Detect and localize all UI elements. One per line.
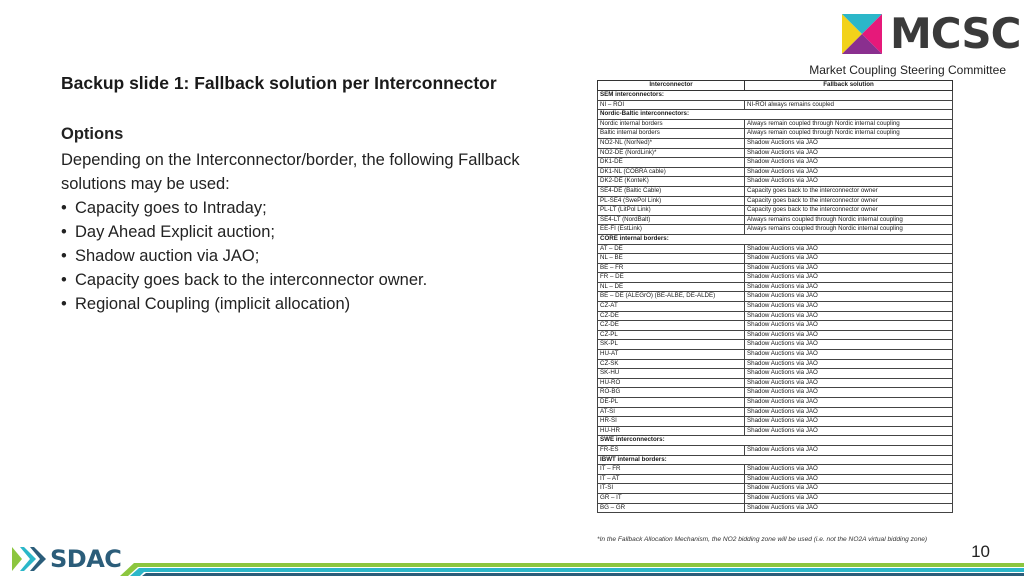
section-label: CORE internal borders: xyxy=(598,234,953,244)
section-label: IBWT internal borders: xyxy=(598,455,953,465)
mcsc-logo-text: MCSC xyxy=(890,9,1021,58)
interconnector-cell: CZ-PL xyxy=(598,330,745,340)
table-row xyxy=(598,474,953,484)
fallback-cell: Shadow Auctions via JAO xyxy=(745,445,953,455)
fallback-cell: Capacity goes back to the interconnector owner xyxy=(745,196,953,206)
table-row xyxy=(598,359,953,369)
table-row xyxy=(598,263,953,273)
interconnector-cell: DK2-DE (KonteK) xyxy=(598,177,745,187)
interconnector-cell: IT – FR xyxy=(598,465,745,475)
table-row xyxy=(598,388,953,398)
table-row xyxy=(598,340,953,350)
table-row xyxy=(598,148,953,158)
table-row xyxy=(598,186,953,196)
table-row xyxy=(598,426,953,436)
interconnector-cell: IT-SI xyxy=(598,484,745,494)
interconnector-cell: SE4-DE (Baltic Cable) xyxy=(598,186,745,196)
table-body xyxy=(598,91,953,513)
section-label: SEM interconnectors: xyxy=(598,91,953,101)
fallback-cell: NI-ROI always remains coupled xyxy=(745,100,953,110)
fallback-cell: Shadow Auctions via JAO xyxy=(745,359,953,369)
table-row xyxy=(598,484,953,494)
interconnector-cell: CZ-SK xyxy=(598,359,745,369)
table-row xyxy=(598,100,953,110)
fallback-cell: Shadow Auctions via JAO xyxy=(745,369,953,379)
options-intro: Depending on the Interconnector/border, the following Fallback solutions may be used: xyxy=(61,151,520,193)
fallback-cell: Shadow Auctions via JAO xyxy=(745,493,953,503)
interconnector-cell: RO-BG xyxy=(598,388,745,398)
table-row xyxy=(598,225,953,235)
table-row xyxy=(598,465,953,475)
option-item: • Regional Coupling (implicit allocation) xyxy=(61,292,541,316)
interconnector-cell: PL-LT (LitPol Link) xyxy=(598,206,745,216)
table-row xyxy=(598,350,953,360)
interconnector-cell: HR-SI xyxy=(598,417,745,427)
fallback-cell: Shadow Auctions via JAO xyxy=(745,167,953,177)
sdac-chevron-icon xyxy=(10,545,50,573)
fallback-cell: Shadow Auctions via JAO xyxy=(745,465,953,475)
fallback-cell: Shadow Auctions via JAO xyxy=(745,321,953,331)
page-number: 10 xyxy=(971,542,990,561)
table-row xyxy=(598,369,953,379)
fallback-cell: Shadow Auctions via JAO xyxy=(745,273,953,283)
table-section-row xyxy=(598,436,953,446)
fallback-table xyxy=(597,80,953,513)
table-row xyxy=(598,311,953,321)
fallback-cell: Shadow Auctions via JAO xyxy=(745,340,953,350)
interconnector-cell: FR-ES xyxy=(598,445,745,455)
table-section-row xyxy=(598,91,953,101)
footer-stripes xyxy=(120,563,1024,576)
table-row xyxy=(598,330,953,340)
interconnector-cell: BG – GR xyxy=(598,503,745,513)
interconnector-cell: SK-PL xyxy=(598,340,745,350)
options-panel xyxy=(61,122,541,316)
interconnector-cell: NI – ROI xyxy=(598,100,745,110)
table-row xyxy=(598,254,953,264)
table-row xyxy=(598,167,953,177)
fallback-cell: Capacity goes back to the interconnector owner xyxy=(745,206,953,216)
table-row xyxy=(598,206,953,216)
fallback-cell: Shadow Auctions via JAO xyxy=(745,148,953,158)
fallback-cell: Shadow Auctions via JAO xyxy=(745,244,953,254)
interconnector-cell: HU-HR xyxy=(598,426,745,436)
table-row xyxy=(598,292,953,302)
interconnector-cell: FR – DE xyxy=(598,273,745,283)
table-row xyxy=(598,417,953,427)
table-row xyxy=(598,138,953,148)
fallback-cell: Shadow Auctions via JAO xyxy=(745,158,953,168)
section-label: SWE interconnectors: xyxy=(598,436,953,446)
table-row xyxy=(598,196,953,206)
table-row xyxy=(598,129,953,139)
option-item: • Capacity goes to Intraday; xyxy=(61,196,541,220)
column-header-fallback: Fallback solution xyxy=(745,81,953,91)
fallback-cell: Shadow Auctions via JAO xyxy=(745,378,953,388)
fallback-cell: Shadow Auctions via JAO xyxy=(745,330,953,340)
fallback-cell: Shadow Auctions via JAO xyxy=(745,311,953,321)
table-row xyxy=(598,273,953,283)
fallback-cell: Always remains coupled through Nordic internal coupling xyxy=(745,225,953,235)
fallback-cell: Capacity goes back to the interconnector owner xyxy=(745,186,953,196)
fallback-cell: Shadow Auctions via JAO xyxy=(745,417,953,427)
interconnector-cell: NL – DE xyxy=(598,282,745,292)
fallback-cell: Shadow Auctions via JAO xyxy=(745,407,953,417)
fallback-cell: Shadow Auctions via JAO xyxy=(745,254,953,264)
interconnector-cell: Baltic internal borders xyxy=(598,129,745,139)
table-section-row xyxy=(598,455,953,465)
interconnector-cell: NL – BE xyxy=(598,254,745,264)
interconnector-cell: BE – FR xyxy=(598,263,745,273)
table-row xyxy=(598,282,953,292)
fallback-cell: Shadow Auctions via JAO xyxy=(745,292,953,302)
options-list xyxy=(61,196,541,316)
mcsc-logo-mark-icon xyxy=(842,14,882,54)
fallback-cell: Always remains coupled through Nordic internal coupling xyxy=(745,215,953,225)
table-header-row xyxy=(598,81,953,91)
interconnector-cell: DK1-DE xyxy=(598,158,745,168)
interconnector-cell: CZ-DE xyxy=(598,321,745,331)
interconnector-cell: GR – IT xyxy=(598,493,745,503)
table-row xyxy=(598,398,953,408)
interconnector-cell: BE – DE (ALEGrO) (BE-ALBE, DE-ALDE) xyxy=(598,292,745,302)
table-section-row xyxy=(598,234,953,244)
sdac-logo-text: SDAC xyxy=(50,545,122,573)
fallback-cell: Shadow Auctions via JAO xyxy=(745,388,953,398)
interconnector-cell: NO2-DE (NordLink)* xyxy=(598,148,745,158)
footnote: *In the Fallback Allocation Mechanism, the NO2 bidding zone will be used (i.e. not the NO2A virtual bidding zone) xyxy=(597,536,928,543)
committee-label: Market Coupling Steering Committee xyxy=(809,63,1006,77)
interconnector-cell: Nordic internal borders xyxy=(598,119,745,129)
fallback-cell: Shadow Auctions via JAO xyxy=(745,302,953,312)
table-row xyxy=(598,503,953,513)
fallback-cell: Always remain coupled through Nordic internal coupling xyxy=(745,119,953,129)
table-row xyxy=(598,215,953,225)
fallback-cell: Shadow Auctions via JAO xyxy=(745,138,953,148)
table-row xyxy=(598,445,953,455)
option-item: • Day Ahead Explicit auction; xyxy=(61,220,541,244)
table-section-row xyxy=(598,110,953,120)
fallback-cell: Always remain coupled through Nordic internal coupling xyxy=(745,129,953,139)
fallback-cell: Shadow Auctions via JAO xyxy=(745,263,953,273)
mcsc-logo xyxy=(842,9,1021,58)
option-item: • Capacity goes back to the interconnector owner. xyxy=(61,268,541,292)
table-row xyxy=(598,378,953,388)
interconnector-cell: CZ-DE xyxy=(598,311,745,321)
interconnector-cell: EE-FI (EstLink) xyxy=(598,225,745,235)
table-row xyxy=(598,302,953,312)
interconnector-cell: AT-SI xyxy=(598,407,745,417)
interconnector-cell: CZ-AT xyxy=(598,302,745,312)
section-label: Nordic-Baltic interconnectors: xyxy=(598,110,953,120)
fallback-cell: Shadow Auctions via JAO xyxy=(745,177,953,187)
fallback-cell: Shadow Auctions via JAO xyxy=(745,503,953,513)
interconnector-cell: DK1-NL (COBRA cable) xyxy=(598,167,745,177)
option-item: • Shadow auction via JAO; xyxy=(61,244,541,268)
table-row xyxy=(598,493,953,503)
interconnector-cell: HU-RO xyxy=(598,378,745,388)
fallback-cell: Shadow Auctions via JAO xyxy=(745,398,953,408)
interconnector-cell: SK-HU xyxy=(598,369,745,379)
fallback-cell: Shadow Auctions via JAO xyxy=(745,426,953,436)
table-row xyxy=(598,244,953,254)
fallback-cell: Shadow Auctions via JAO xyxy=(745,474,953,484)
fallback-cell: Shadow Auctions via JAO xyxy=(745,484,953,494)
column-header-interconnector: Interconnector xyxy=(598,81,745,91)
interconnector-cell: SE4-LT (NordBalt) xyxy=(598,215,745,225)
fallback-cell: Shadow Auctions via JAO xyxy=(745,282,953,292)
interconnector-cell: DE-PL xyxy=(598,398,745,408)
table-row xyxy=(598,177,953,187)
table-row xyxy=(598,407,953,417)
slide-title: Backup slide 1: Fallback solution per Interconnector xyxy=(61,73,497,93)
interconnector-cell: NO2-NL (NorNed)* xyxy=(598,138,745,148)
interconnector-cell: AT – DE xyxy=(598,244,745,254)
fallback-cell: Shadow Auctions via JAO xyxy=(745,350,953,360)
table-row xyxy=(598,119,953,129)
table-row xyxy=(598,321,953,331)
interconnector-cell: PL-SE4 (SwePol Link) xyxy=(598,196,745,206)
interconnector-cell: IT – AT xyxy=(598,474,745,484)
options-heading: Options xyxy=(61,125,124,143)
table-row xyxy=(598,158,953,168)
interconnector-cell: HU-AT xyxy=(598,350,745,360)
